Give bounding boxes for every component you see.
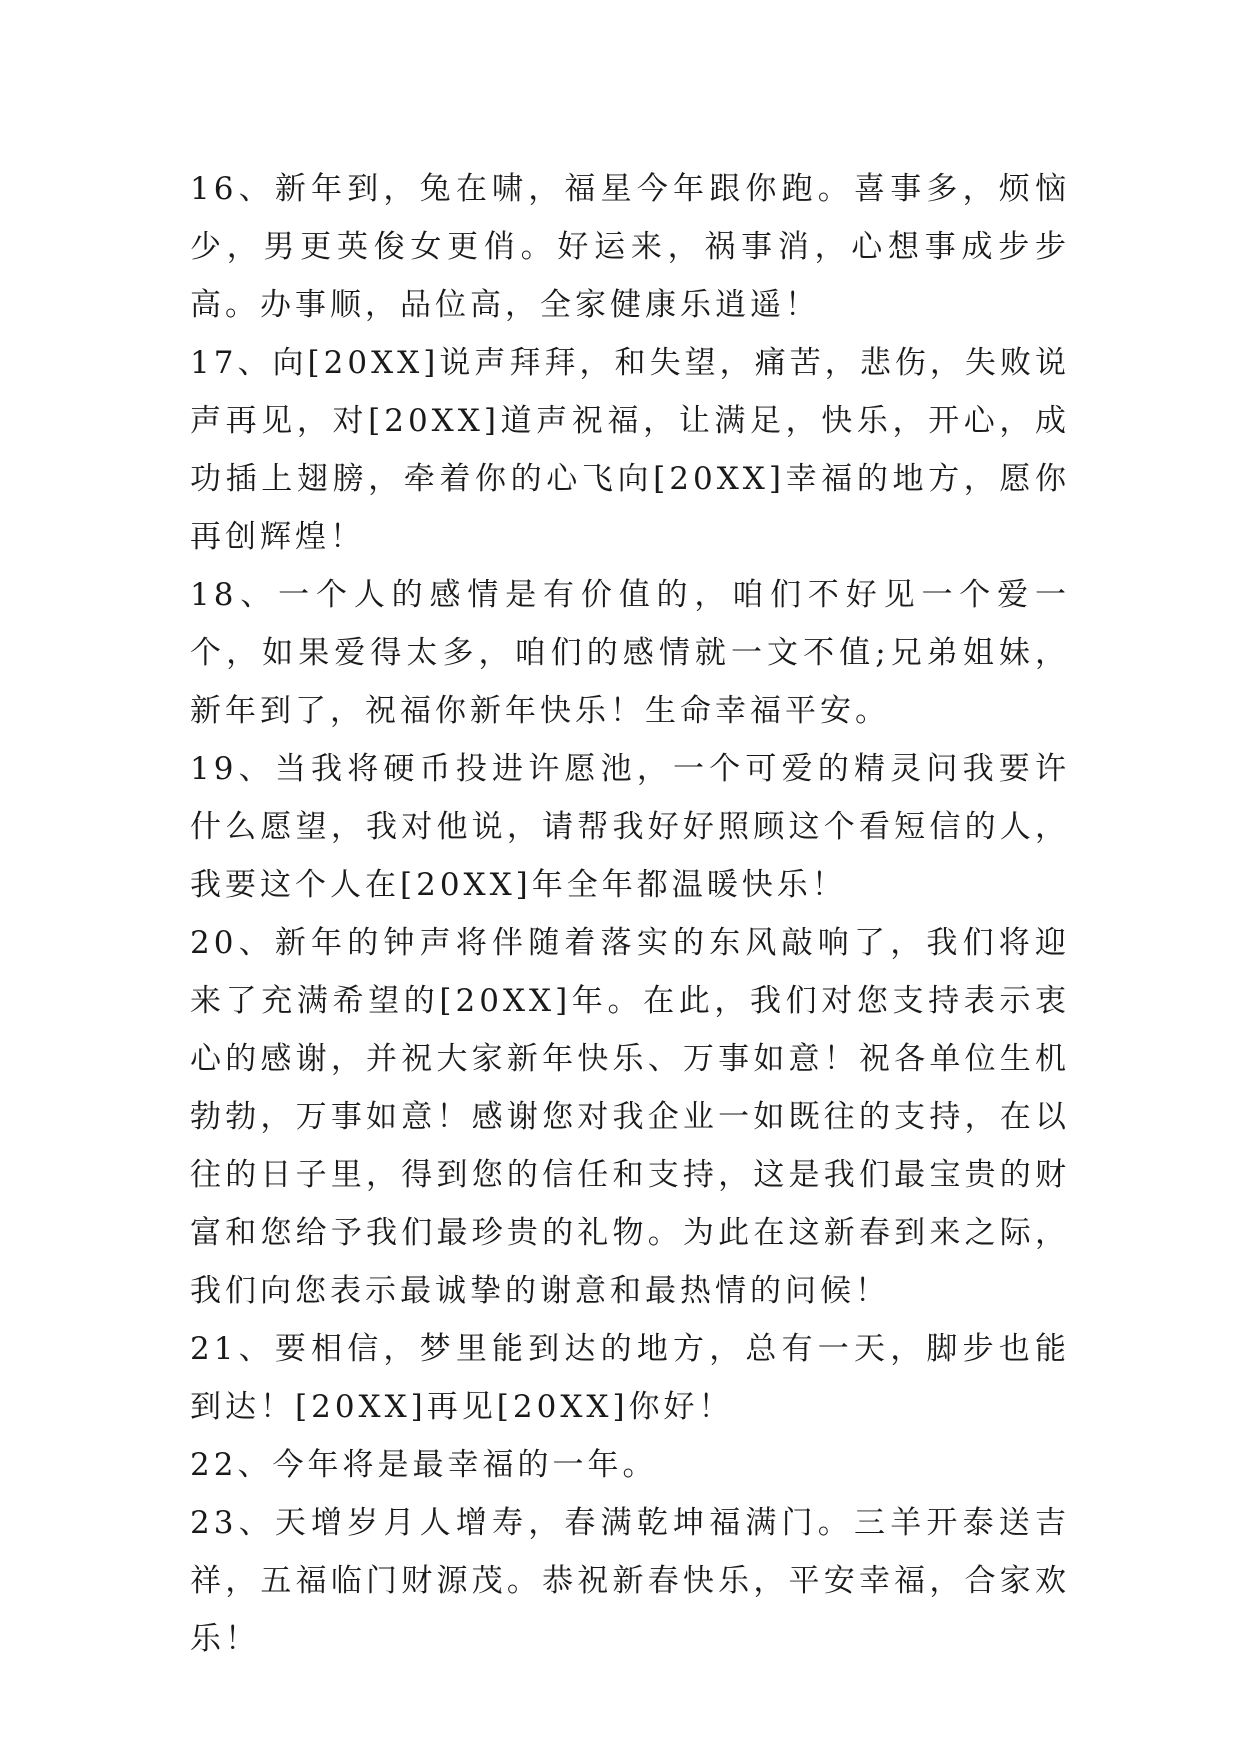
paragraph-17: 17、向[20XX]说声拜拜，和失望，痛苦，悲伤，失败说声再见，对[20XX]道声祝福，让满足，快乐，开心，成功插上翅膀，牵着你的心飞向[20XX]幸福的地方，愿你再创辉煌！ bbox=[190, 345, 1070, 555]
paragraph-22: 22、今年将是最幸福的一年。 bbox=[190, 1447, 658, 1483]
paragraph-19: 19、当我将硬币投进许愿池，一个可爱的精灵问我要许什么愿望，我对他说，请帮我好好照顾这个看短信的人，我要这个人在[20XX]年全年都温暖快乐！ bbox=[190, 751, 1070, 903]
paragraph-21: 21、要相信，梦里能到达的地方，总有一天，脚步也能到达！[20XX]再见[20XX]你好！ bbox=[190, 1331, 1070, 1425]
paragraph-20: 20、新年的钟声将伴随着落实的东风敲响了，我们将迎来了充满希望的[20XX]年。在此，我们对您支持表示衷心的感谢，并祝大家新年快乐、万事如意！祝各单位生机勃勃，万事如意！感谢您对我企业一如既往的支持，在以往的日子里，得到您的信任和支持，这是我们最宝贵的财富和您给予我们最珍贵的礼物。为此在这新春到来之际，我们向您表示最诚挚的谢意和最热情的问候！ bbox=[190, 925, 1070, 1309]
paragraph-23: 23、天增岁月人增寿，春满乾坤福满门。三羊开泰送吉祥，五福临门财源茂。恭祝新春快乐，平安幸福，合家欢乐！ bbox=[190, 1505, 1070, 1657]
paragraph-18: 18、一个人的感情是有价值的，咱们不好见一个爱一个，如果爱得太多，咱们的感情就一文不值;兄弟姐妹，新年到了，祝福你新年快乐！生命幸福平安。 bbox=[190, 577, 1070, 729]
paragraph-16: 16、新年到，兔在啸，福星今年跟你跑。喜事多，烦恼少，男更英俊女更俏。好运来，祸事消，心想事成步步高。办事顺，品位高，全家健康乐逍遥！ bbox=[190, 171, 1070, 323]
document-body bbox=[190, 160, 1070, 1668]
